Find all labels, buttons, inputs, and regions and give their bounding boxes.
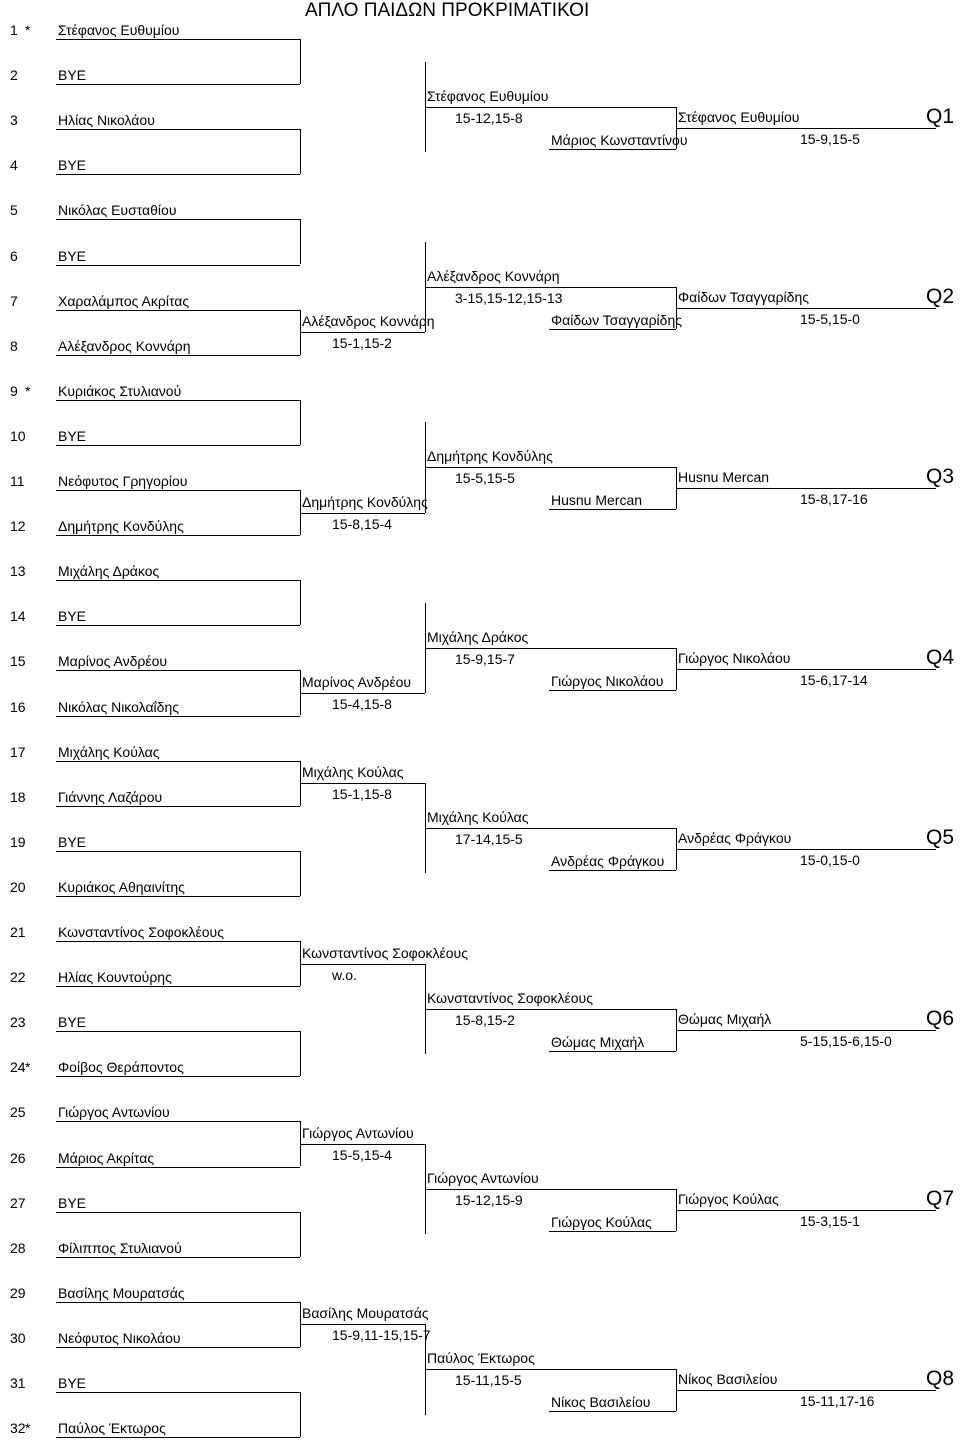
round3-opponent: Ανδρέας Φράγκου xyxy=(551,853,665,870)
round3-score: 15-11,15-5 xyxy=(455,1372,522,1389)
entry-name: BYE xyxy=(58,1194,87,1211)
bracket-line xyxy=(676,1390,936,1391)
round3-opponent: Νίκος Βασιλείου xyxy=(551,1394,651,1411)
bracket-line xyxy=(676,488,936,489)
entry-number: 17 xyxy=(10,743,26,760)
round3-score: 17-14,15-5 xyxy=(455,831,523,848)
bracket-line xyxy=(56,1167,300,1168)
bracket-line xyxy=(549,1231,676,1232)
bracket-line xyxy=(425,648,676,649)
entry-number: 26 xyxy=(10,1149,26,1166)
round2-score: 15-8,15-4 xyxy=(332,515,392,532)
entry-number: 4 xyxy=(10,157,18,174)
qualifier-label: Q6 xyxy=(926,1006,955,1030)
bracket-line xyxy=(676,128,936,129)
bracket-line xyxy=(56,851,300,852)
round3-winner: Δημήτρης Κονδύλης xyxy=(427,448,553,465)
bracket-line xyxy=(300,851,301,896)
bracket-line xyxy=(56,129,300,130)
bracket-line xyxy=(300,332,425,333)
bracket-line xyxy=(56,265,300,266)
round4-score: 15-11,17-16 xyxy=(800,1393,875,1410)
entry-number: 9 xyxy=(10,382,18,399)
bracket-line xyxy=(56,535,300,536)
round2-winner: Μιχάλης Κούλας xyxy=(302,764,404,781)
entry-name: Γιώργος Αντωνίου xyxy=(58,1104,170,1121)
round2-score: 15-1,15-8 xyxy=(332,786,392,803)
bracket-line xyxy=(300,580,301,625)
entry-name: Κυριάκος Αθηαινίτης xyxy=(58,878,185,895)
entry-name: Παύλος Έκτωρος xyxy=(58,1420,166,1437)
bracket-line xyxy=(56,1302,300,1303)
bracket-line xyxy=(300,1212,301,1257)
entry-name: Μιχάλης Δράκος xyxy=(58,563,160,580)
round3-opponent: Θώμας Μιχαήλ xyxy=(551,1033,645,1050)
round4-winner: Husnu Mercan xyxy=(678,469,770,486)
round4-score: 15-5,15-0 xyxy=(800,311,860,328)
round3-score: 15-9,15-7 xyxy=(455,650,515,667)
round3-winner: Κωνσταντίνος Σοφοκλέους xyxy=(427,989,593,1006)
bracket-line xyxy=(676,669,936,670)
bracket-line xyxy=(56,580,300,581)
entry-name: BYE xyxy=(58,1375,87,1391)
qualifier-label: Q8 xyxy=(926,1367,955,1391)
draw-title: ΑΠΛΟ ΠΑΙΔΩΝ ΠΡΟΚΡΙΜΑΤΙΚΟΙ xyxy=(305,0,590,21)
round3-winner: Στέφανος Ευθυμίου xyxy=(427,87,549,104)
bracket-line xyxy=(56,1437,300,1438)
seed-marker: * xyxy=(25,1420,31,1437)
entry-number: 20 xyxy=(10,878,26,895)
round4-winner: Ανδρέας Φράγκου xyxy=(678,830,792,847)
entry-name: Στέφανος Ευθυμίου xyxy=(58,22,180,38)
entry-name: Νεόφυτος Γρηγορίου xyxy=(58,473,188,489)
qualifier-label: Q4 xyxy=(926,645,955,669)
entry-name: Μάριος Ακρίτας xyxy=(58,1149,155,1166)
round2-score: 15-4,15-8 xyxy=(332,695,392,712)
bracket-line xyxy=(300,1392,301,1437)
entry-number: 8 xyxy=(10,337,18,354)
round4-winner: Νίκος Βασιλείου xyxy=(678,1371,778,1388)
round3-score: 15-5,15-5 xyxy=(455,470,515,487)
entry-name: BYE xyxy=(58,247,87,264)
round3-score: 15-12,15-9 xyxy=(455,1192,523,1209)
round2-winner: Κωνσταντίνος Σοφοκλέους xyxy=(302,944,468,961)
round4-winner: Θώμας Μιχαήλ xyxy=(678,1010,772,1027)
bracket-line xyxy=(56,310,300,311)
entry-number: 15 xyxy=(10,653,26,670)
entry-number: 25 xyxy=(10,1104,26,1121)
entry-number: 2 xyxy=(10,67,18,84)
bracket-line xyxy=(56,445,300,446)
round4-winner: Φαίδων Τσαγγαρίδης xyxy=(678,289,809,306)
bracket-line xyxy=(56,1031,300,1032)
entry-number: 32 xyxy=(10,1420,26,1437)
bracket-line xyxy=(300,783,425,784)
round3-opponent: Γιώργος Κούλας xyxy=(551,1214,652,1231)
round2-winner: Βασίλης Μουρατσάς xyxy=(302,1305,429,1322)
bracket-line xyxy=(56,84,300,85)
round3-winner: Παύλος Έκτωρος xyxy=(427,1350,535,1367)
bracket-line xyxy=(425,287,676,288)
bracket-line xyxy=(300,513,425,514)
bracket-line xyxy=(676,308,936,309)
qualifier-label: Q7 xyxy=(926,1187,955,1211)
bracket-line xyxy=(56,941,300,942)
round4-score: 15-3,15-1 xyxy=(800,1213,860,1230)
round3-opponent: Γιώργος Νικολάου xyxy=(551,672,664,689)
bracket-line xyxy=(56,1392,300,1393)
entry-number: 27 xyxy=(10,1194,26,1211)
round4-score: 15-6,17-14 xyxy=(800,671,868,688)
entry-name: Ηλίας Νικολάου xyxy=(58,112,155,129)
entry-name: Φοίβος Θεράποντος xyxy=(58,1059,184,1076)
bracket-line xyxy=(425,107,676,108)
bracket-line xyxy=(300,129,301,174)
bracket-line xyxy=(300,400,301,445)
entry-name: Ηλίας Κουντούρης xyxy=(58,969,172,986)
bracket-line xyxy=(300,693,425,694)
round3-opponent: Husnu Mercan xyxy=(551,492,643,509)
round3-winner: Γιώργος Αντωνίου xyxy=(427,1170,539,1187)
entry-name: BYE xyxy=(58,67,87,84)
round4-score: 15-0,15-0 xyxy=(800,852,860,869)
entry-number: 10 xyxy=(10,427,26,444)
bracket-line xyxy=(549,149,676,150)
bracket-line xyxy=(56,625,300,626)
bracket-line xyxy=(425,1009,676,1010)
entry-name: Νικόλας Ευσταθίου xyxy=(58,202,177,219)
entry-number: 13 xyxy=(10,563,26,580)
bracket-line xyxy=(56,1212,300,1213)
bracket-line xyxy=(56,400,300,401)
bracket-line xyxy=(300,1144,425,1145)
bracket-line xyxy=(56,355,300,356)
bracket-line xyxy=(549,1051,676,1052)
bracket-line xyxy=(676,849,936,850)
bracket-line xyxy=(676,1210,936,1211)
entry-name: Κωνσταντίνος Σοφοκλέους xyxy=(58,924,224,940)
bracket-line xyxy=(56,39,300,40)
bracket-line xyxy=(425,1189,676,1190)
entry-name: BYE xyxy=(58,157,87,174)
bracket-line xyxy=(56,806,300,807)
entry-name: BYE xyxy=(58,833,87,850)
entry-number: 5 xyxy=(10,202,18,219)
bracket-line xyxy=(300,219,301,264)
round2-score: w.o. xyxy=(332,966,357,983)
entry-number: 31 xyxy=(10,1375,26,1391)
entry-number: 21 xyxy=(10,924,26,940)
entry-number: 6 xyxy=(10,247,18,264)
entry-number: 30 xyxy=(10,1329,26,1346)
round4-score: 15-8,17-16 xyxy=(800,491,868,508)
entry-number: 16 xyxy=(10,698,26,715)
round4-score: 5-15,15-6,15-0 xyxy=(800,1032,892,1049)
entry-number: 24 xyxy=(10,1059,26,1076)
bracket-line xyxy=(56,1076,300,1077)
entry-name: Μιχάλης Κούλας xyxy=(58,743,160,760)
bracket-line xyxy=(300,964,425,965)
round3-score: 15-12,15-8 xyxy=(455,109,523,126)
bracket-line xyxy=(549,1411,676,1412)
entry-number: 18 xyxy=(10,788,26,805)
entry-number: 29 xyxy=(10,1284,26,1301)
bracket-line xyxy=(56,670,300,671)
bracket-line xyxy=(549,870,676,871)
entry-name: Αλέξανδρος Κοννάρη xyxy=(58,337,191,354)
bracket-line xyxy=(425,828,676,829)
round4-winner: Γιώργος Νικολάου xyxy=(678,649,791,666)
entry-number: 19 xyxy=(10,833,26,850)
entry-name: Γιάννης Λαζάρου xyxy=(58,788,163,805)
bracket-line xyxy=(56,1257,300,1258)
round2-winner: Μαρίνος Ανδρέου xyxy=(302,673,412,690)
bracket-line xyxy=(56,1347,300,1348)
entry-number: 1 xyxy=(10,22,18,38)
bracket-line xyxy=(56,490,300,491)
round3-score: 3-15,15-12,15-13 xyxy=(455,290,563,307)
entry-number: 3 xyxy=(10,112,18,129)
bracket-line xyxy=(549,329,676,330)
bracket-line xyxy=(300,1324,425,1325)
round2-winner: Γιώργος Αντωνίου xyxy=(302,1124,414,1141)
seed-marker: * xyxy=(25,22,31,38)
entry-name: Κυριάκος Στυλιανού xyxy=(58,382,182,399)
round3-winner: Αλέξανδρος Κοννάρη xyxy=(427,268,560,285)
round2-score: 15-9,11-15,15-7 xyxy=(332,1327,431,1344)
entry-number: 11 xyxy=(10,473,25,489)
entry-name: Δημήτρης Κονδύλης xyxy=(58,518,184,535)
round4-winner: Στέφανος Ευθυμίου xyxy=(678,108,800,125)
round3-winner: Μιχάλης Κούλας xyxy=(427,809,529,826)
bracket-line xyxy=(425,1369,676,1370)
bracket-line xyxy=(56,219,300,220)
seed-marker: * xyxy=(25,382,31,399)
entry-number: 12 xyxy=(10,518,26,535)
entry-number: 22 xyxy=(10,969,26,986)
bracket-line xyxy=(549,509,676,510)
entry-number: 28 xyxy=(10,1239,26,1256)
bracket-line xyxy=(676,1030,936,1031)
bracket-line xyxy=(56,1121,300,1122)
entry-name: BYE xyxy=(58,1014,87,1031)
bracket-line xyxy=(425,467,676,468)
bracket-line xyxy=(56,896,300,897)
bracket-line xyxy=(300,39,301,84)
bracket-line xyxy=(56,716,300,717)
qualifier-label: Q2 xyxy=(926,285,955,309)
qualifier-label: Q3 xyxy=(926,465,955,489)
round2-score: 15-1,15-2 xyxy=(332,335,392,352)
entry-name: BYE xyxy=(58,427,87,444)
bracket-line xyxy=(300,1031,301,1076)
entry-name: Νεόφυτος Νικολάου xyxy=(58,1329,181,1346)
round3-opponent: Φαίδων Τσαγγαρίδης xyxy=(551,312,682,329)
entry-number: 23 xyxy=(10,1014,26,1031)
qualifier-label: Q5 xyxy=(926,826,955,850)
bracket-line xyxy=(56,761,300,762)
round3-opponent: Μάριος Κωνσταντίνου xyxy=(551,131,688,148)
round3-winner: Μιχάλης Δράκος xyxy=(427,628,529,645)
entry-number: 14 xyxy=(10,608,26,625)
entry-name: Μαρίνος Ανδρέου xyxy=(58,653,168,670)
seed-marker: * xyxy=(25,1059,31,1076)
bracket-line xyxy=(56,174,300,175)
entry-name: BYE xyxy=(58,608,87,625)
qualifier-label: Q1 xyxy=(926,104,955,128)
entry-name: Νικόλας Νικολαΐδης xyxy=(58,698,179,715)
entry-name: Φίλιππος Στυλιανού xyxy=(58,1239,182,1256)
round4-score: 15-9,15-5 xyxy=(800,130,860,147)
bracket-line xyxy=(549,690,676,691)
round4-winner: Γιώργος Κούλας xyxy=(678,1191,779,1208)
bracket-line xyxy=(56,986,300,987)
entry-name: Χαραλάμπος Ακρίτας xyxy=(58,292,190,309)
entry-number: 7 xyxy=(10,292,18,309)
round2-score: 15-5,15-4 xyxy=(332,1146,392,1163)
round2-winner: Αλέξανδρος Κοννάρη xyxy=(302,313,435,330)
round2-winner: Δημήτρης Κονδύλης xyxy=(302,493,428,510)
entry-name: Βασίλης Μουρατσάς xyxy=(58,1284,185,1301)
round3-score: 15-8,15-2 xyxy=(455,1011,515,1028)
